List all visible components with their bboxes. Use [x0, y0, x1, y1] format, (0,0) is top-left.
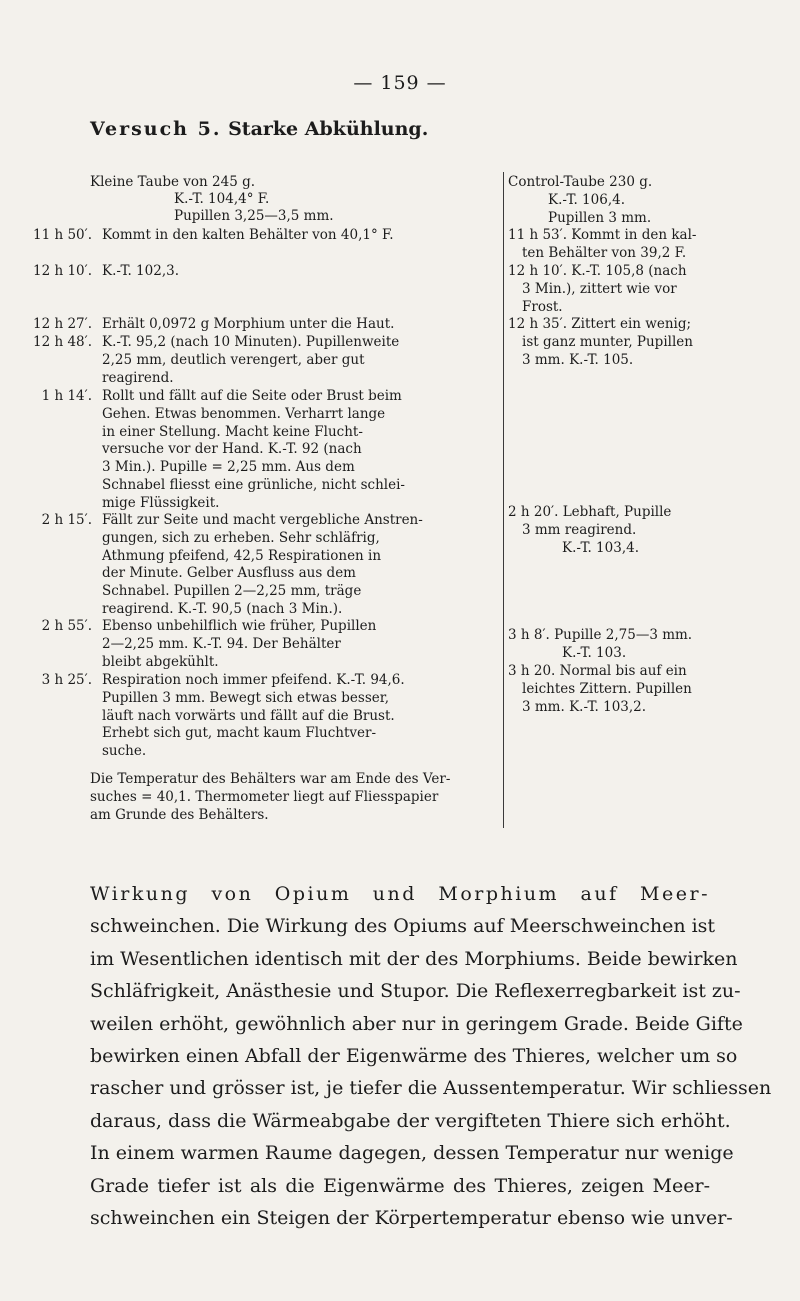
entry-time: 2 h 55′.: [41, 618, 92, 634]
entry-line: reagirend. K.-T. 90,5 (nach 3 Min.).: [102, 600, 343, 617]
entry-line: in einer Stellung. Macht keine Flucht-: [102, 423, 363, 440]
entry-time: 12 h 27′.: [33, 316, 92, 332]
paragraph-line: schweinchen ein Steigen der Körpertemperatur ebenso wie unver-: [90, 1207, 733, 1230]
note-line: suches = 40,1. Thermometer liegt auf Fliesspapier: [90, 789, 439, 805]
entry-text: [102, 227, 398, 245]
intro-line: K.-T. 104,4° F.: [174, 191, 270, 207]
control-line: 3 h 20. Normal bis auf ein: [508, 663, 687, 679]
paragraph-line: bewirken einen Abfall der Eigenwärme des Thieres, welcher um so: [90, 1045, 738, 1068]
paragraph-line: schweinchen. Die Wirkung des Opiums auf Meerschweinchen ist: [90, 915, 716, 938]
control-line: ist ganz munter, Pupillen: [522, 334, 693, 351]
control-line: 3 h 8′. Pupille 2,75—3 mm.: [508, 627, 693, 643]
entry-text: [102, 334, 398, 387]
experiment-label: Versuch 5.: [90, 118, 222, 140]
entry-line: Respiration noch immer pfeifend. K.-T. 94,6.: [102, 672, 405, 688]
entry-text: [102, 388, 405, 513]
entry-line: Kommt in den kalten Behälter von 40,1° F.: [102, 227, 394, 243]
paragraph-line: weilen erhöht, gewöhnlich aber nur in geringem Grade. Beide Gifte: [90, 1012, 743, 1035]
control-line: 11 h 53′. Kommt in den kal-: [508, 227, 697, 244]
entry-line: Pupillen 3 mm. Bewegt sich etwas besser,: [102, 689, 389, 706]
paragraph-line: Wirkung von Opium und Morphium auf Meer-: [90, 883, 710, 905]
entry-line: Rollt und fällt auf die Seite oder Brust beim: [102, 388, 402, 404]
entry-line: Athmung pfeifend, 42,5 Respirationen in: [102, 547, 382, 564]
entry-line: der Minute. Gelber Ausfluss aus dem: [102, 565, 356, 582]
entry-text: [102, 512, 423, 619]
intro-line: Pupillen 3,25—3,5 mm.: [174, 208, 334, 224]
entry-line: mige Flüssigkeit.: [102, 494, 220, 511]
intro-line: Kleine Taube von 245 g.: [90, 174, 256, 190]
entry-line: 2—2,25 mm. K.-T. 94. Der Behälter: [102, 635, 341, 652]
control-line: K.-T. 103,4.: [562, 539, 639, 556]
control-line: Frost.: [522, 298, 563, 315]
entry-line: K.-T. 102,3.: [102, 263, 179, 279]
temperature-note: [90, 770, 500, 824]
experiment-heading: [90, 118, 428, 140]
entry-line: suche.: [102, 743, 147, 760]
entry-line: 2,25 mm, deutlich verengert, aber gut: [102, 351, 365, 368]
control-line: 3 Min.), zittert wie vor: [522, 280, 677, 297]
entry-time: 1 h 14′.: [41, 388, 92, 404]
control-line: K.-T. 103.: [562, 644, 627, 661]
entry-time: 12 h 48′.: [33, 334, 92, 350]
paragraph-line: In einem warmen Raume dagegen, dessen Temperatur nur wenige: [90, 1142, 734, 1165]
paragraph-line: daraus, dass die Wärmeabgabe der vergifteten Thiere sich erhöht.: [90, 1109, 731, 1132]
experiment-title: Starke Abkühlung.: [228, 118, 429, 140]
control-block: [508, 174, 713, 370]
control-line: Pupillen 3 mm.: [548, 209, 652, 226]
note-line: Die Temperatur des Behälters war am Ende des Ver-: [90, 771, 451, 787]
entry-text: [102, 316, 398, 334]
page-number: — 159 —: [353, 72, 447, 94]
entry-line: Schnabel fliesst eine grünliche, nicht schlei-: [102, 476, 405, 493]
entry-time: 12 h 10′.: [33, 263, 92, 279]
entry-line: K.-T. 95,2 (nach 10 Minuten). Pupillenweite: [102, 334, 400, 350]
control-line: 12 h 35′. Zittert ein wenig;: [508, 316, 692, 333]
entry-text: [102, 263, 398, 281]
entry-line: gungen, sich zu erheben. Sehr schläfrig,: [102, 529, 380, 546]
entry-line: Ebenso unbehilflich wie früher, Pupillen: [102, 618, 377, 634]
entry-line: Gehen. Etwas benommen. Verharrt lange: [102, 405, 386, 422]
control-line: ten Behälter von 39,2 F.: [522, 245, 687, 262]
entry-line: Erhebt sich gut, macht kaum Fluchtver-: [102, 725, 377, 742]
paragraph-line: Schläfrigkeit, Anästhesie und Stupor. Die Reflexerregbarkeit ist zu-: [90, 980, 741, 1003]
control-block: [508, 627, 713, 663]
entry-time: 3 h 25′.: [41, 672, 92, 688]
control-line: K.-T. 106,4.: [548, 191, 625, 208]
entry-line: läuft nach vorwärts und fällt auf die Brust.: [102, 707, 395, 724]
paragraph-line: Grade tiefer ist als die Eigenwärme des Thieres, zeigen Meer-: [90, 1174, 710, 1197]
entry-line: bleibt abgekühlt.: [102, 653, 219, 670]
paragraph-line: im Wesentlichen identisch mit der des Morphiums. Beide bewirken: [90, 947, 738, 970]
control-line: Control-Taube 230 g.: [508, 174, 653, 190]
entry-line: Erhält 0,0972 g Morphium unter die Haut.: [102, 316, 395, 332]
control-block: [508, 504, 713, 557]
paragraph-line: rascher und grösser ist, je tiefer die Aussentemperatur. Wir schliessen: [90, 1077, 772, 1100]
control-line: leichtes Zittern. Pupillen: [522, 680, 692, 697]
control-line: 3 mm. K.-T. 105.: [522, 351, 634, 368]
column-divider: [503, 172, 504, 828]
control-block: [508, 663, 713, 716]
entry-time: 2 h 15′.: [41, 512, 92, 528]
body-paragraph: [90, 878, 772, 1234]
left-intro: [90, 174, 334, 225]
entry-line: reagirend.: [102, 369, 174, 386]
note-line: am Grunde des Behälters.: [90, 807, 269, 823]
control-line: 2 h 20′. Lebhaft, Pupille: [508, 504, 672, 520]
control-line: 3 mm reagirend.: [522, 521, 637, 538]
entry-line: Fällt zur Seite und macht vergebliche Anstren-: [102, 512, 423, 528]
entry-line: versuche vor der Hand. K.-T. 92 (nach: [102, 441, 362, 458]
entry-text: [102, 618, 398, 671]
control-line: 3 mm. K.-T. 103,2.: [522, 698, 647, 715]
entry-text: [102, 672, 405, 761]
entry-line: 3 Min.). Pupille = 2,25 mm. Aus dem: [102, 459, 355, 476]
control-line: 12 h 10′. K.-T. 105,8 (nach: [508, 262, 687, 279]
entry-line: Schnabel. Pupillen 2—2,25 mm, träge: [102, 583, 362, 600]
entry-time: 11 h 50′.: [33, 227, 92, 243]
